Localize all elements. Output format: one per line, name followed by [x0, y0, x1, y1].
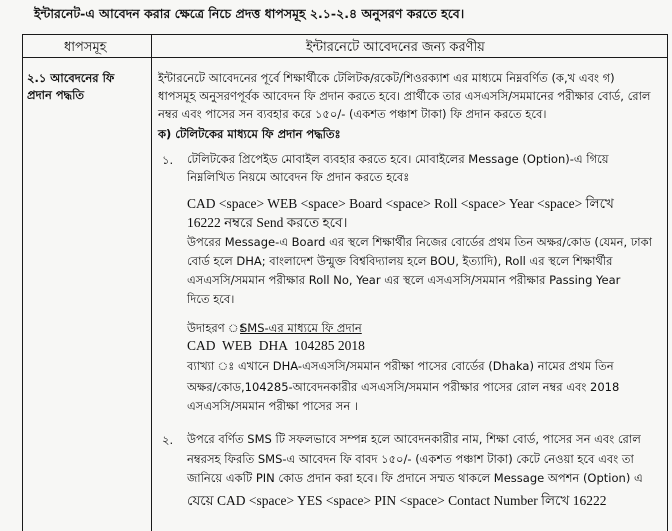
explanation-line3: এসএসসি/সমমান পরীক্ষা পাসের সন । — [187, 399, 358, 413]
explanation-line2: অক্ষর/কোড,104285-আবেদনকারীর এসএসসি/সমমান পরীক্ষার পাসের রোল নম্বর এবং 2018 — [187, 380, 620, 394]
item1-line2: নিম্নলিখিত নিয়মে আবেদন ফি প্রদান করতে হবেঃ — [187, 170, 410, 184]
example-label: উদাহরণ ঃ — [187, 321, 245, 335]
item1-line1: টেলিটকের প্রিপেইড মোবাইল ব্যবহার করতে হবে। মোবাইলের Message (Option)-এ গিয়ে — [187, 152, 609, 166]
item1-line8: দিতে হবে। — [187, 292, 235, 306]
example-sms-code: CAD WEB DHA 104285 2018 — [187, 338, 365, 353]
item2-line2: নম্বরসহ ফিরতি SMS-এ আবেদন ফি বাবদ ১৫০/- (একশত পঞ্চাশ টাকা) কেটে নেওয়া হবে এবং তা — [187, 452, 634, 466]
table-right-border — [667, 34, 668, 531]
item2-line4: যেয়ে CAD <space> YES <space> PIN <space> Contact Number লিখে 16222 — [187, 493, 607, 508]
explanation-line1: ব্যাখ্যা ঃ এখানে DHA-এসএসসি/সমমান পরীক্ষা পাসের বোর্ডের (Dhaka) নামের প্রথম তিন — [187, 359, 614, 373]
item2-line1: উপরে বর্ণিত SMS টি সফলভাবে সম্পন্ন হলে আবেদনকারীর নাম, শিক্ষা বোর্ড, পাসের সন এবং রোল — [187, 432, 641, 446]
intro-text: ইন্টারনেট-এ আবেদন করার ক্ষেত্রে নিচে প্রদত্ত ধাপসমূহ ২.১-২.৪ অনুসরণ করতে হবে। — [34, 6, 465, 21]
intro-para-line2: ধাপসমূহ অনুসরণপূর্বক আবেদন ফি প্রদান করতে হবে। প্রার্থীকে তার এসএসসি/সমমানের পরীক্ষার বোর্ড, রোল — [158, 89, 651, 103]
item1-send-instruction: 16222 নম্বরে Send করতে হবে। — [187, 215, 348, 230]
step-label-line1: ২.১ আবেদনের ফি — [27, 71, 115, 85]
intro-para-line3: নম্বর এবং পাসের সন ব্যবহার করে ১৫০/- (একশত পঞ্চাশ টাকা) ফি প্রদান করতে হবে। — [158, 107, 547, 121]
example-text: SMS-এর মাধ্যমে ফি প্রদান — [240, 321, 362, 335]
header-actions: ইন্টারনেটে আবেদনের জন্য করণীয় — [306, 40, 485, 55]
intro-para-line1: ইন্টারনেটে আবেদনের পূর্বে শিক্ষার্থীকে টেলিটক/রকেট/শিওরক্যাশ এর মাধ্যমে নিম্নবর্ণিত (ক,খ এবং গ) — [158, 71, 615, 85]
table-top-border — [22, 34, 668, 35]
item1-line5: উপরের Message-এ Board এর স্থলে শিক্ষার্থীর নিজের বোর্ডের প্রথম তিন অক্ষর/কোড (যেমন, ঢাকা — [187, 235, 652, 249]
item1-sms-format: CAD <space> WEB <space> Board <space> Roll <space> Year <space> লিখে — [187, 196, 614, 211]
item2-line3: জানিয়ে একটি PIN কোড প্রদান করা হবে। ফি প্রদানে সম্মত থাকলে Message অপশন (Option) এ — [187, 471, 643, 485]
header-steps: ধাপসমূহ — [64, 40, 107, 55]
step-label-line2: প্রদান পদ্ধতি — [27, 88, 84, 102]
item1-number: ১. — [162, 153, 174, 167]
item2-number: ২. — [162, 433, 174, 447]
column-divider — [151, 34, 152, 531]
table-left-border — [22, 34, 23, 531]
item1-line7: এসএসসি/সমমান পরীক্ষার Roll No, Year এর স্থলে এসএসসি/সমমান পরীক্ষার Passing Year — [187, 273, 621, 287]
item1-line6: বোর্ড হলে DHA; বাংলাদেশ উন্মুক্ত বিশ্ববিদ্যালয় হলে BOU, ইত্যাদি), Roll এর স্থলে শিক্ষার্থীর — [187, 254, 613, 268]
section-heading: ক) টেলিটকের মাধ্যমে ফি প্রদান পদ্ধতিঃ — [158, 127, 341, 141]
